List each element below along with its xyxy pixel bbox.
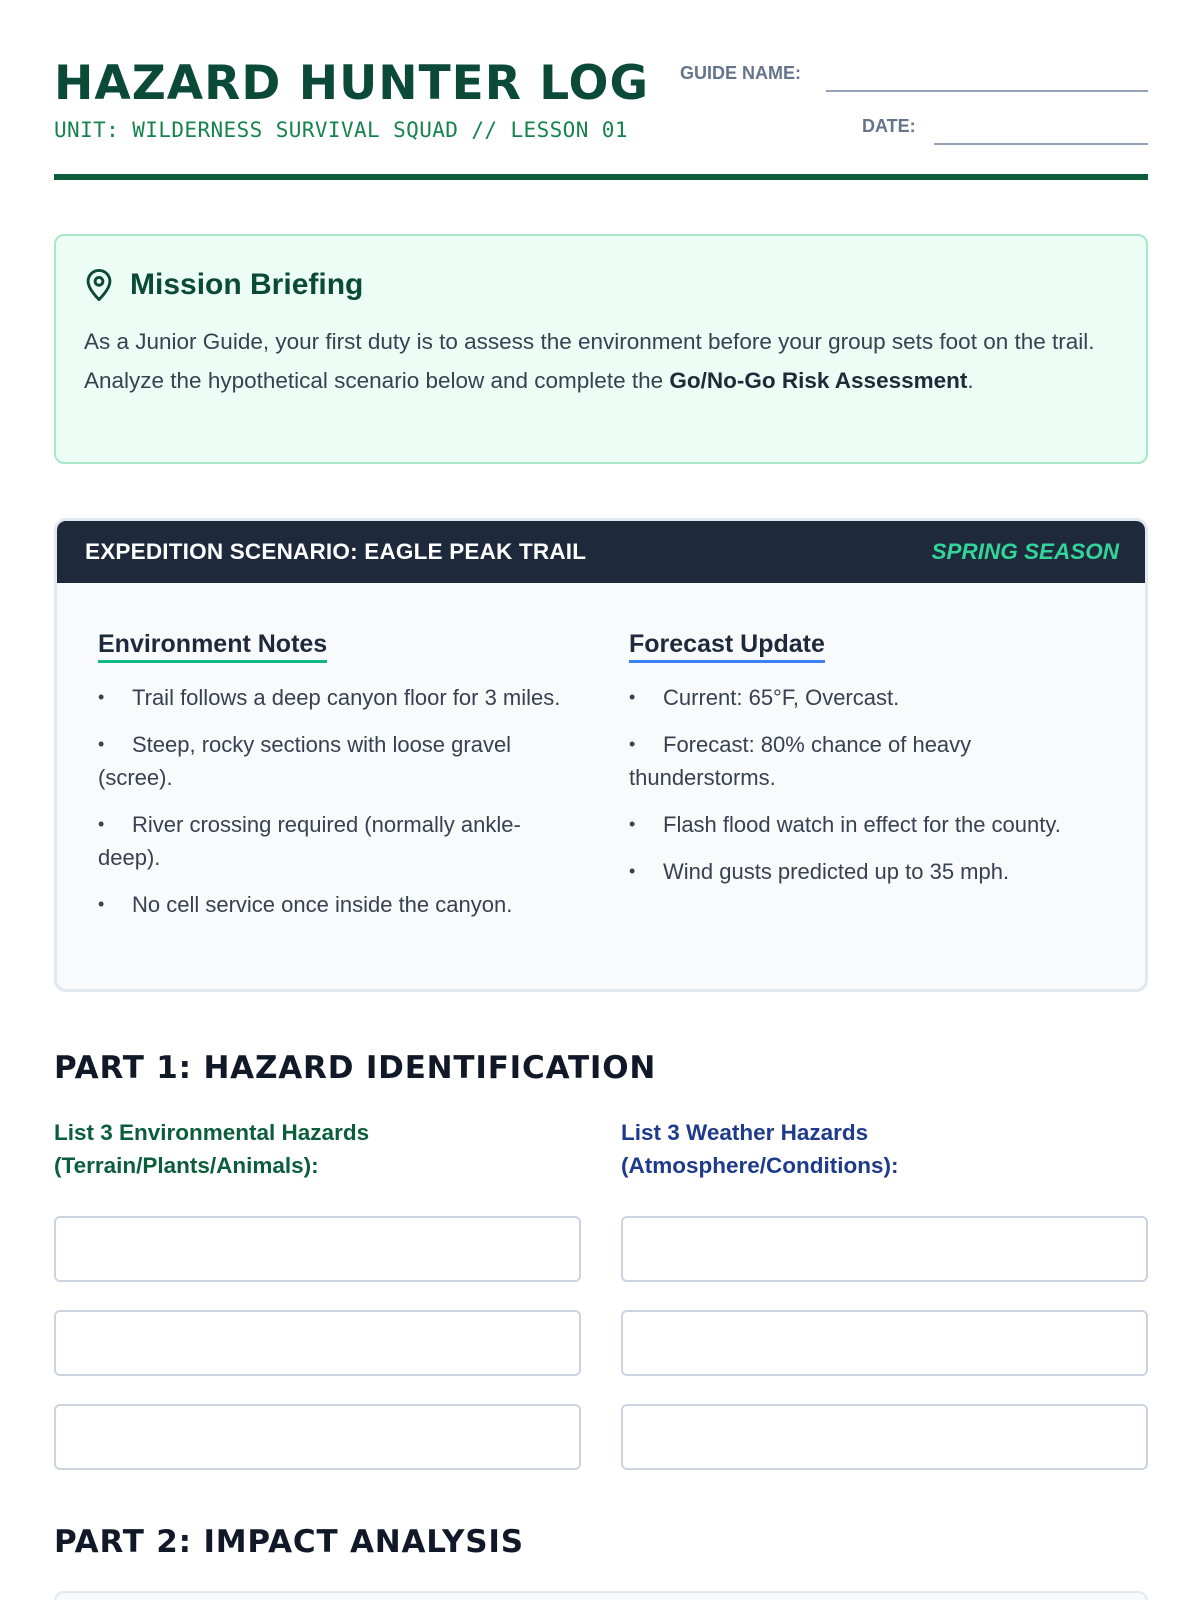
list-item bbox=[629, 728, 1109, 794]
list-item bbox=[629, 681, 1109, 714]
map-pin-icon bbox=[84, 268, 114, 302]
list-item-text: No cell service once inside the canyon. bbox=[132, 892, 513, 917]
forecast-update-heading: Forecast Update bbox=[629, 629, 825, 663]
scenario-header bbox=[57, 521, 1145, 583]
part2-title: PART 2: IMPACT ANALYSIS bbox=[54, 1524, 524, 1560]
date-field[interactable] bbox=[934, 143, 1148, 145]
impact-analysis-card bbox=[54, 1591, 1148, 1600]
environment-notes-list bbox=[98, 681, 578, 921]
bullet-icon: • bbox=[629, 861, 636, 881]
list-item-text: River crossing required (normally ankle-deep). bbox=[98, 812, 521, 870]
scenario-title: EXPEDITION SCENARIO: EAGLE PEAK TRAIL bbox=[85, 539, 587, 564]
part1-title: PART 1: HAZARD IDENTIFICATION bbox=[54, 1050, 657, 1086]
guide-name-label: GUIDE NAME: bbox=[680, 63, 801, 83]
list-item-text: Wind gusts predicted up to 35 mph. bbox=[663, 859, 1010, 884]
bullet-icon: • bbox=[98, 687, 105, 707]
bullet-icon: • bbox=[629, 734, 636, 754]
briefing-text-bold: Go/No-Go Risk Assessment bbox=[669, 368, 968, 393]
list-item bbox=[98, 888, 578, 921]
environmental-hazard-input-1[interactable] bbox=[54, 1216, 581, 1282]
environment-notes-column bbox=[98, 629, 578, 935]
briefing-header bbox=[84, 268, 363, 302]
list-item bbox=[98, 728, 578, 794]
header-divider bbox=[54, 174, 1148, 180]
briefing-title: Mission Briefing bbox=[130, 268, 364, 301]
list-item-text: Trail follows a deep canyon floor for 3 miles. bbox=[132, 685, 561, 710]
weather-hazard-input-1[interactable] bbox=[621, 1216, 1148, 1282]
weather-hazards-label: List 3 Weather Hazards (Atmosphere/Conditions): bbox=[621, 1120, 899, 1178]
briefing-text-end: . bbox=[967, 368, 974, 393]
list-item bbox=[629, 808, 1109, 841]
bullet-icon: • bbox=[98, 734, 105, 754]
list-item bbox=[98, 808, 578, 874]
weather-hazard-input-2[interactable] bbox=[621, 1310, 1148, 1376]
bullet-icon: • bbox=[629, 687, 636, 707]
forecast-update-list bbox=[629, 681, 1109, 888]
bullet-icon: • bbox=[629, 814, 636, 834]
list-item-text: Flash flood watch in effect for the county. bbox=[663, 812, 1061, 837]
unit-subtitle: UNIT: WILDERNESS SURVIVAL SQUAD // LESSON 01 bbox=[54, 118, 628, 142]
weather-hazard-input-3[interactable] bbox=[621, 1404, 1148, 1470]
forecast-update-column bbox=[629, 629, 1109, 902]
season-badge: SPRING SEASON bbox=[931, 539, 1119, 564]
guide-name-field[interactable] bbox=[826, 90, 1148, 92]
scenario-card bbox=[54, 518, 1148, 992]
environmental-hazard-input-3[interactable] bbox=[54, 1404, 581, 1470]
bullet-icon: • bbox=[98, 894, 105, 914]
list-item-text: Current: 65°F, Overcast. bbox=[663, 685, 900, 710]
list-item bbox=[629, 855, 1109, 888]
environmental-hazards-label: List 3 Environmental Hazards (Terrain/Plants/Animals): bbox=[54, 1120, 370, 1178]
worksheet-page bbox=[54, 0, 1148, 1560]
mission-briefing-card bbox=[54, 234, 1148, 464]
list-item-text: Steep, rocky sections with loose gravel (scree). bbox=[98, 732, 512, 790]
header bbox=[54, 0, 1148, 182]
environmental-hazard-input-2[interactable] bbox=[54, 1310, 581, 1376]
environment-notes-heading: Environment Notes bbox=[98, 629, 327, 663]
list-item-text: Forecast: 80% chance of heavy thunderstorms. bbox=[629, 732, 972, 790]
briefing-text-start: As a Junior Guide, your first duty is to assess the environment before your group sets foot on the trail. Analyze the hypothetical scenario below and complete the bbox=[84, 329, 1095, 393]
page-title: HAZARD HUNTER LOG bbox=[54, 56, 650, 111]
briefing-text bbox=[84, 322, 1124, 400]
date-label: DATE: bbox=[862, 116, 916, 136]
bullet-icon: • bbox=[98, 814, 105, 834]
list-item bbox=[98, 681, 578, 714]
